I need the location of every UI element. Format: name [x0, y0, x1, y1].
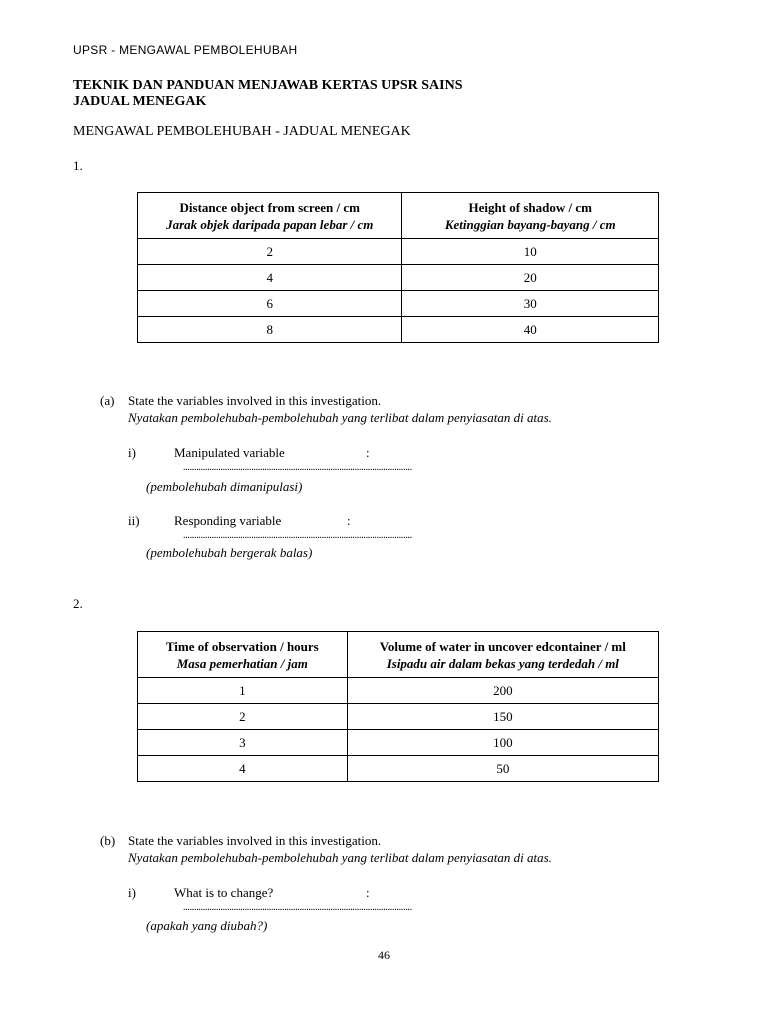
table-header-row [138, 193, 659, 239]
table-cell: 8 [138, 317, 402, 343]
title-line-2: JADUAL MENEGAK [73, 94, 207, 109]
question-1-table [137, 192, 659, 343]
table-row [138, 704, 659, 730]
question-1-part-instruction [128, 392, 552, 426]
title-line-1: TEKNIK DAN PANDUAN MENJAWAB KERTAS UPSR SAINS [73, 78, 463, 93]
table-cell: 4 [138, 756, 348, 782]
section-subtitle: MENGAWAL PEMBOLEHUBAH - JADUAL MENEGAK [73, 124, 411, 139]
sub-question-label: ii) [128, 513, 140, 528]
instruction-malay: Nyatakan pembolehubah-pembolehubah yang terlibat dalam penyiasatan di atas. [128, 850, 552, 865]
table-cell: 30 [402, 291, 659, 317]
table-cell: 50 [347, 756, 658, 782]
answer-line[interactable]: ........................................................................................................ [183, 462, 412, 473]
table-header-row [138, 632, 659, 678]
instruction-malay: Nyatakan pembolehubah-pembolehubah yang terlibat dalam penyiasatan di atas. [128, 410, 552, 425]
table-cell: 3 [138, 730, 348, 756]
answer-line[interactable]: ........................................................................................................ [183, 902, 412, 913]
manipulated-variable-malay: (pembolehubah dimanipulasi) [146, 479, 303, 494]
what-to-change-label: What is to change? [174, 885, 274, 900]
question-1-part-label: (a) [100, 393, 115, 408]
manipulated-variable-label: Manipulated variable [174, 445, 285, 460]
table-row [138, 291, 659, 317]
page-header: UPSR - MENGAWAL PEMBOLEHUBAH [73, 43, 298, 57]
question-2-table [137, 631, 659, 782]
table-cell: 2 [138, 704, 348, 730]
table-header-cell: Time of observation / hours Masa pemerhatian / jam [138, 632, 348, 678]
table-row [138, 730, 659, 756]
table-row [138, 265, 659, 291]
document-title [73, 78, 462, 110]
responding-variable-malay: (pembolehubah bergerak balas) [146, 545, 313, 560]
question-2-part-label: (b) [100, 833, 116, 848]
table-cell: 10 [402, 239, 659, 265]
table-cell: 4 [138, 265, 402, 291]
sub-question-label: i) [128, 885, 136, 900]
colon: : [366, 885, 370, 900]
colon: : [347, 513, 351, 528]
page-number: 46 [378, 948, 390, 962]
colon: : [366, 445, 370, 460]
table-cell: 1 [138, 678, 348, 704]
instruction-english: State the variables involved in this investigation. [128, 393, 382, 408]
table-row [138, 756, 659, 782]
table-cell: 6 [138, 291, 402, 317]
table-cell: 40 [402, 317, 659, 343]
table-header-cell: Volume of water in uncover edcontainer / ml Isipadu air dalam bekas yang terdedah / ml [347, 632, 658, 678]
table-cell: 2 [138, 239, 402, 265]
table-header-cell: Distance object from screen / cm Jarak objek daripada papan lebar / cm [138, 193, 402, 239]
table-cell: 20 [402, 265, 659, 291]
question-1-number: 1. [73, 158, 83, 173]
question-2-part-instruction [128, 832, 552, 866]
sub-question-label: i) [128, 445, 136, 460]
answer-line[interactable]: ........................................................................................................ [183, 530, 412, 541]
table-row [138, 678, 659, 704]
responding-variable-label: Responding variable [174, 513, 282, 528]
table-cell: 100 [347, 730, 658, 756]
what-to-change-malay: (apakah yang diubah?) [146, 918, 268, 933]
table-cell: 200 [347, 678, 658, 704]
table-header-cell: Height of shadow / cm Ketinggian bayang-bayang / cm [402, 193, 659, 239]
table-cell: 150 [347, 704, 658, 730]
table-row [138, 239, 659, 265]
table-row [138, 317, 659, 343]
instruction-english: State the variables involved in this investigation. [128, 833, 382, 848]
question-2-number: 2. [73, 596, 83, 611]
